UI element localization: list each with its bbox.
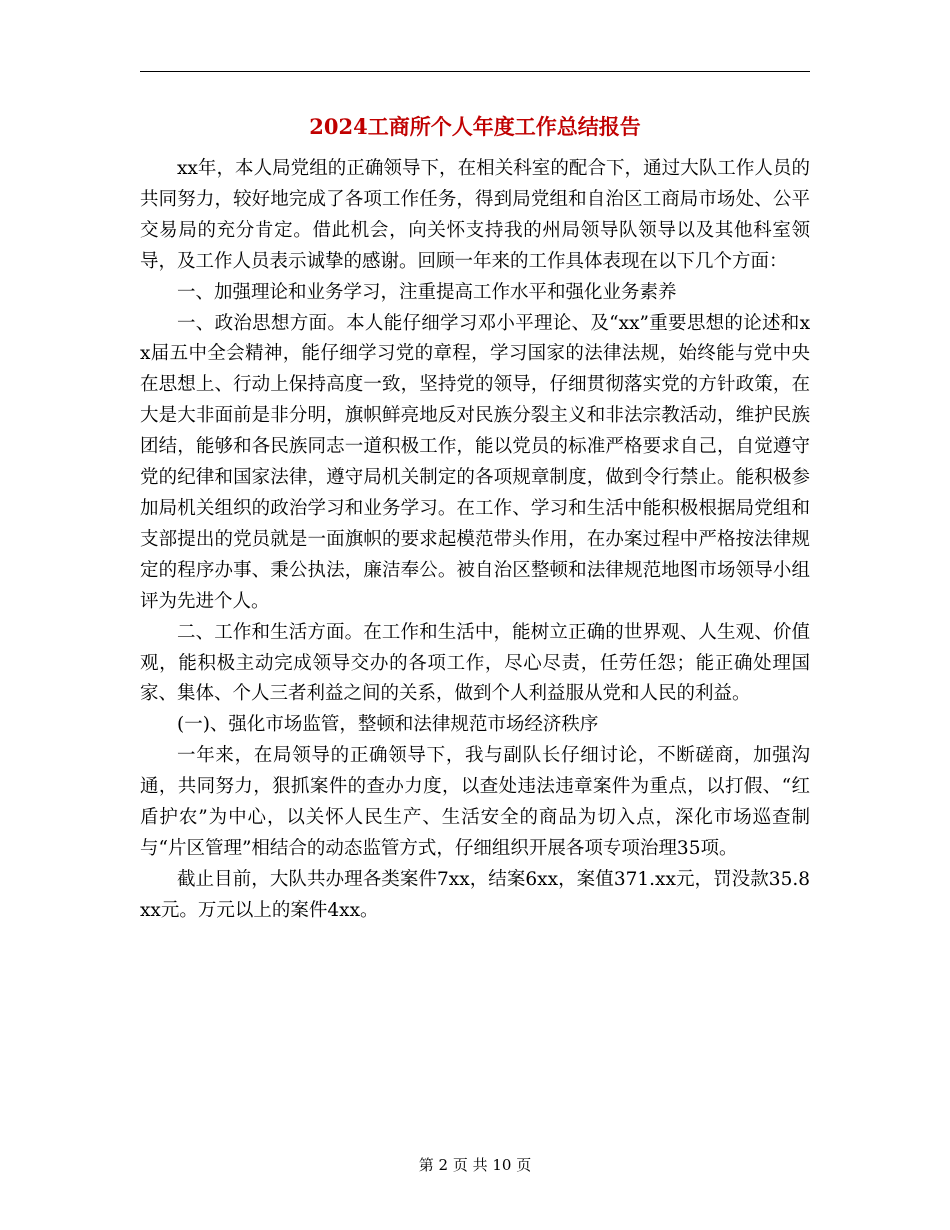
paragraph-case-statistics: 截止目前，大队共办理各类案件7xx，结案6xx，案值371.xx元，罚没款35.8xx元。万元以上的案件4xx。 [140, 868, 810, 921]
document-body [140, 154, 810, 927]
paragraph-intro: xx年，本人局党组的正确领导下，在相关科室的配合下，通过大队工作人员的共同努力，较好地完成了各项工作任务，得到局党组和自治区工商局市场处、公平交易局的充分肯定。借此机会，向关怀支持我的州局领导队领导以及其他科室领导，及工作人员表示诚挚的感谢。回顾一年来的工作具体表现在以下几个方面： [140, 158, 810, 272]
section-heading-study: 一、加强理论和业务学习，注重提高工作水平和强化业务素养 [177, 281, 677, 303]
header-rule [140, 71, 810, 72]
paragraph-market-supervision: 一年来，在局领导的正确领导下，我与副队长仔细讨论，不断磋商，加强沟通，共同努力，狠抓案件的查办力度，以查处违法违章案件为重点，以打假、“红盾护农”为中心，以关怀人民生产、生活安全的商品为切入点，深化市场巡查制与“片区管理”相结合的动态监管方式，仔细组织开展各项专项治理35项。 [140, 745, 810, 859]
paragraph-work-and-life: 二、工作和生活方面。在工作和生活中，能树立正确的世界观、人生观、价值观，能积极主动完成领导交办的各项工作，尽心尽责，任劳任怨；能正确处理国家、集体、个人三者利益之间的关系，做到个人利益服从党和人民的利益。 [140, 621, 810, 705]
subsection-heading-market-supervision: (一)、强化市场监管，整顿和法律规范市场经济秩序 [177, 714, 599, 736]
page-number: 第 2 页 共 10 页 [418, 1156, 532, 1174]
document-title: 2024工商所个人年度工作总结报告 [309, 114, 641, 139]
paragraph-political-thought: 一、政治思想方面。本人能仔细学习邓小平理论、及“xx”重要思想的论述和xx届五中全会精神，能仔细学习党的章程，学习国家的法律法规，始终能与党中央在思想上、行动上保持高度一致，坚持党的领导，仔细贯彻落实党的方针政策，在大是大非面前是非分明，旗帜鲜亮地反对民族分裂主义和非法宗教活动，维护民族团结，能够和各民族同志一道积极工作，能以党员的标准严格要求自己，自觉遵守党的纪律和国家法律，遵守局机关制定的各项规章制度，做到令行禁止。能积极参加局机关组织的政治学习和业务学习。在工作、学习和生活中能积极根据局党组和支部提出的党员就是一面旗帜的要求起模范带头作用，在办案过程中严格按法律规定的程序办事、秉公执法，廉洁奉公。被自治区整顿和法律规范地图市场领导小组评为先进个人。 [140, 312, 810, 612]
